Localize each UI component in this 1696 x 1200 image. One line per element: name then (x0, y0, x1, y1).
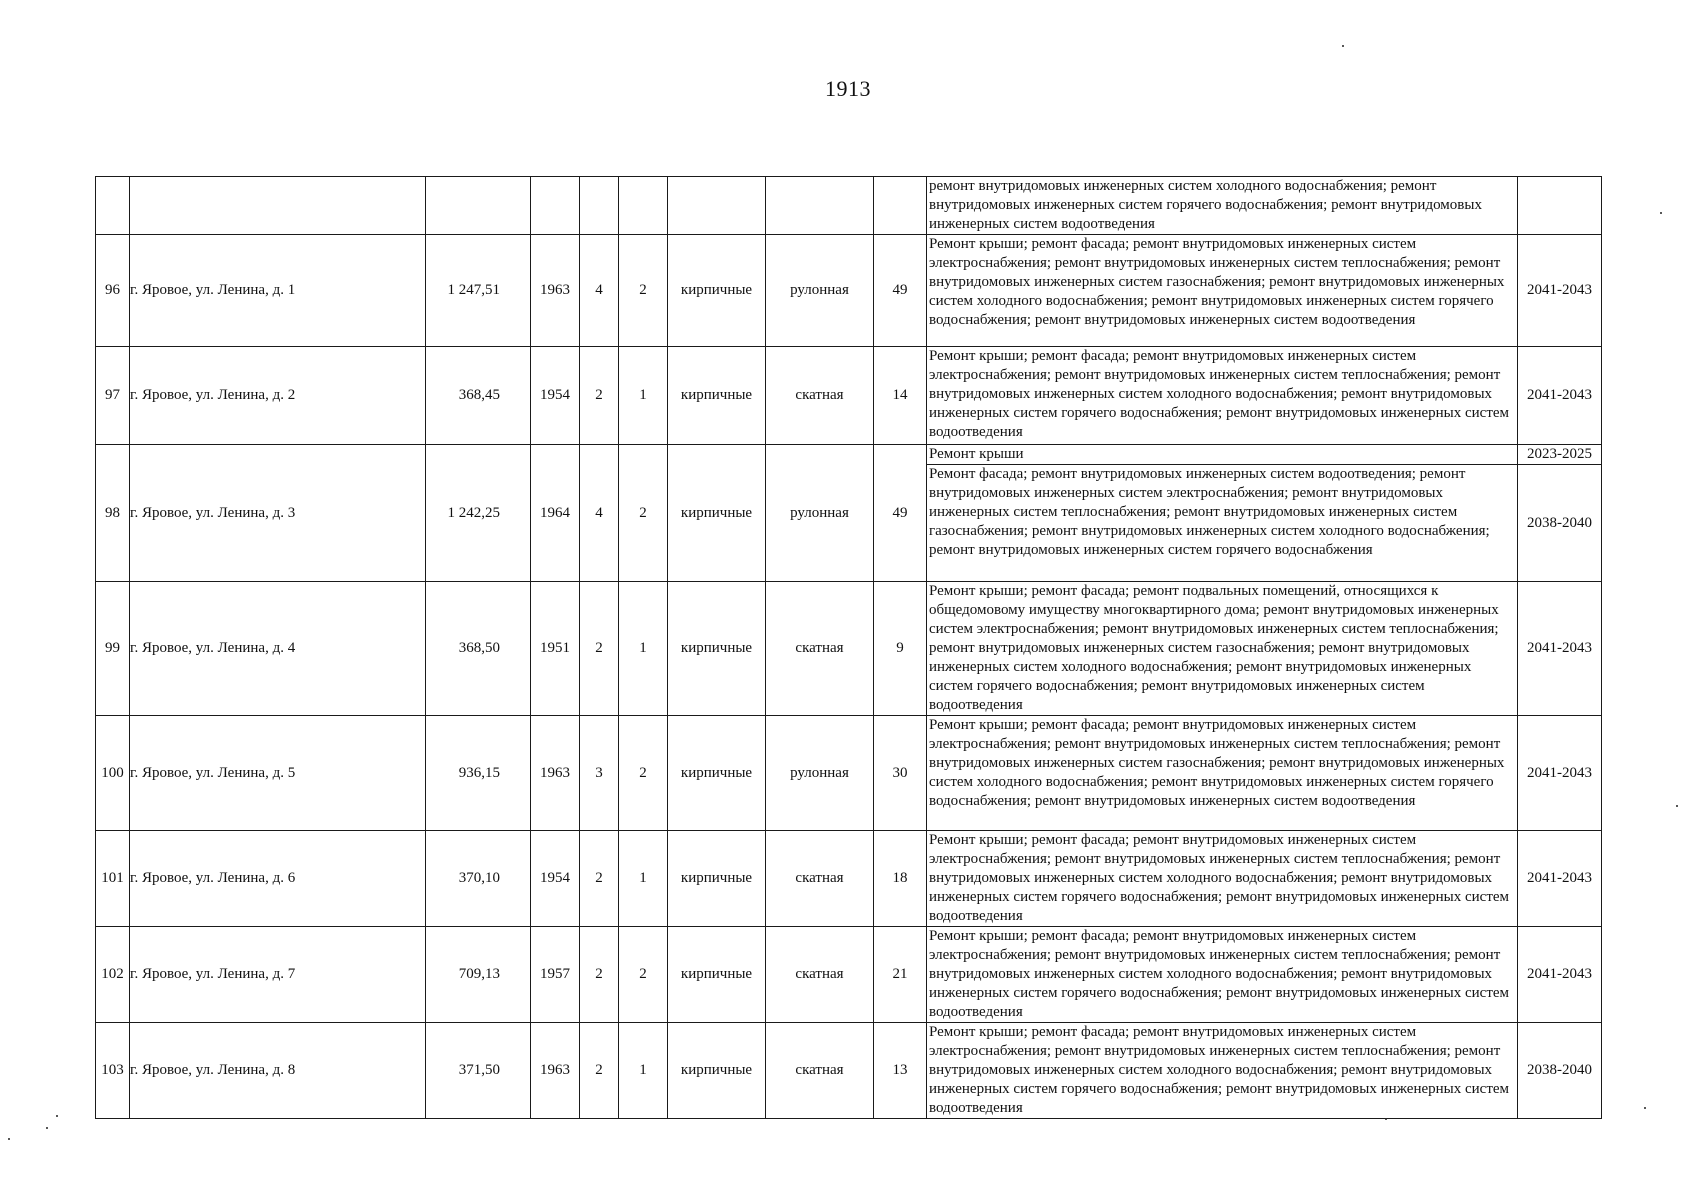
cell-count: 30 (874, 716, 927, 831)
cell-works: Ремонт крыши (927, 445, 1518, 465)
cell-entrances: 2 (619, 235, 668, 347)
cell-works: Ремонт крыши; ремонт фасада; ремонт подвальных помещений, относящихся к общедомовому имуществу многоквартирного дома; ремонт внутридомовых инженерных систем электроснабжения; ремонт внутридомовых инженерных систем теплоснабжения; ремонт внутридомовых инженерных систем газоснабжения; ремонт внутридомовых инженерных систем холодного водоснабжения; ремонт внутридомовых инженерных систем горячего водоснабжения; ремонт внутридомовых инженерных систем водоотведения (927, 582, 1518, 716)
cell-walls: кирпичные (668, 582, 766, 716)
cell-entrances: 1 (619, 1023, 668, 1119)
cell-entrances: 1 (619, 582, 668, 716)
cell-number: 98 (96, 445, 130, 582)
cell-empty (130, 177, 426, 235)
cell-area: 371,50 (426, 1023, 531, 1119)
cell-floors: 2 (580, 1023, 619, 1119)
cell-empty (668, 177, 766, 235)
cell-works: Ремонт крыши; ремонт фасада; ремонт внутридомовых инженерных систем электроснабжения; ремонт внутридомовых инженерных систем теплоснабжения; ремонт внутридомовых инженерных систем холодного водоснабжения; ремонт внутридомовых инженерных систем горячего водоснабжения; ремонт внутридомовых инженерных систем водоотведения (927, 1023, 1518, 1119)
cell-count: 9 (874, 582, 927, 716)
cell-entrances: 1 (619, 831, 668, 927)
scan-speck (46, 1127, 48, 1129)
scan-speck (1385, 1118, 1387, 1120)
cell-walls: кирпичные (668, 445, 766, 582)
cell-empty (531, 177, 580, 235)
cell-address: г. Яровое, ул. Ленина, д. 6 (130, 831, 426, 927)
table-row (96, 927, 1602, 1023)
table-row (96, 831, 1602, 927)
cell-works: Ремонт крыши; ремонт фасада; ремонт внутридомовых инженерных систем электроснабжения; ремонт внутридомовых инженерных систем теплоснабжения; ремонт внутридомовых инженерных систем холодного водоснабжения; ремонт внутридомовых инженерных систем горячего водоснабжения; ремонт внутридомовых инженерных систем водоотведения (927, 927, 1518, 1023)
cell-year: 1951 (531, 582, 580, 716)
cell-address: г. Яровое, ул. Ленина, д. 7 (130, 927, 426, 1023)
cell-floors: 4 (580, 445, 619, 582)
table-row (96, 445, 1602, 465)
cell-year: 1963 (531, 235, 580, 347)
cell-roof: рулонная (766, 716, 874, 831)
scan-speck (8, 1138, 10, 1140)
scan-speck (1342, 45, 1344, 47)
cell-floors: 3 (580, 716, 619, 831)
table-body (96, 177, 1602, 1119)
cell-period: 2041-2043 (1518, 716, 1602, 831)
cell-number: 99 (96, 582, 130, 716)
cell-count: 49 (874, 445, 927, 582)
cell-count: 13 (874, 1023, 927, 1119)
cell-area: 368,50 (426, 582, 531, 716)
cell-year: 1963 (531, 716, 580, 831)
cell-floors: 4 (580, 235, 619, 347)
cell-floors: 2 (580, 831, 619, 927)
cell-year: 1954 (531, 831, 580, 927)
cell-address: г. Яровое, ул. Ленина, д. 1 (130, 235, 426, 347)
cell-empty (1518, 177, 1602, 235)
scan-speck (1660, 212, 1662, 214)
cell-works: Ремонт крыши; ремонт фасада; ремонт внутридомовых инженерных систем электроснабжения; ремонт внутридомовых инженерных систем теплоснабжения; ремонт внутридомовых инженерных систем холодного водоснабжения; ремонт внутридомовых инженерных систем горячего водоснабжения; ремонт внутридомовых инженерных систем водоотведения (927, 347, 1518, 445)
cell-number: 97 (96, 347, 130, 445)
cell-year: 1963 (531, 1023, 580, 1119)
cell-address: г. Яровое, ул. Ленина, д. 5 (130, 716, 426, 831)
cell-period: 2041-2043 (1518, 582, 1602, 716)
cell-walls: кирпичные (668, 716, 766, 831)
cell-count: 18 (874, 831, 927, 927)
cell-period: 2041-2043 (1518, 235, 1602, 347)
table-row (96, 1023, 1602, 1119)
scan-speck (56, 1115, 58, 1117)
cell-number: 103 (96, 1023, 130, 1119)
table-row (96, 582, 1602, 716)
cell-address: г. Яровое, ул. Ленина, д. 4 (130, 582, 426, 716)
cell-roof: скатная (766, 1023, 874, 1119)
cell-walls: кирпичные (668, 927, 766, 1023)
cell-year: 1954 (531, 347, 580, 445)
cell-empty (766, 177, 874, 235)
continuation-row (96, 177, 1602, 235)
cell-empty (96, 177, 130, 235)
cell-entrances: 2 (619, 927, 668, 1023)
cell-address: г. Яровое, ул. Ленина, д. 2 (130, 347, 426, 445)
cell-number: 100 (96, 716, 130, 831)
cell-count: 49 (874, 235, 927, 347)
cell-works: ремонт внутридомовых инженерных систем холодного водоснабжения; ремонт внутридомовых инженерных систем горячего водоснабжения; ремонт внутридомовых инженерных систем водоотведения (927, 177, 1518, 235)
cell-number: 102 (96, 927, 130, 1023)
cell-floors: 2 (580, 582, 619, 716)
cell-walls: кирпичные (668, 235, 766, 347)
cell-area: 370,10 (426, 831, 531, 927)
cell-entrances: 2 (619, 716, 668, 831)
cell-walls: кирпичные (668, 831, 766, 927)
cell-period: 2038-2040 (1518, 1023, 1602, 1119)
cell-year: 1964 (531, 445, 580, 582)
cell-roof: рулонная (766, 445, 874, 582)
cell-period: 2041-2043 (1518, 347, 1602, 445)
cell-walls: кирпичные (668, 1023, 766, 1119)
scan-speck (1644, 1107, 1646, 1109)
cell-count: 14 (874, 347, 927, 445)
cell-works: Ремонт крыши; ремонт фасада; ремонт внутридомовых инженерных систем электроснабжения; ремонт внутридомовых инженерных систем теплоснабжения; ремонт внутридомовых инженерных систем холодного водоснабжения; ремонт внутридомовых инженерных систем горячего водоснабжения; ремонт внутридомовых инженерных систем водоотведения (927, 831, 1518, 927)
cell-period: 2038-2040 (1518, 465, 1602, 582)
scan-speck (1676, 805, 1678, 807)
cell-roof: скатная (766, 927, 874, 1023)
table-row (96, 716, 1602, 831)
cell-year: 1957 (531, 927, 580, 1023)
page-number: 1913 (825, 76, 871, 101)
cell-empty (580, 177, 619, 235)
cell-period: 2023-2025 (1518, 445, 1602, 465)
cell-roof: скатная (766, 831, 874, 927)
cell-number: 96 (96, 235, 130, 347)
housing-repair-table (95, 176, 1602, 1119)
cell-entrances: 1 (619, 347, 668, 445)
cell-roof: скатная (766, 582, 874, 716)
cell-area: 1 247,51 (426, 235, 531, 347)
cell-area: 368,45 (426, 347, 531, 445)
cell-roof: скатная (766, 347, 874, 445)
cell-works: Ремонт фасада; ремонт внутридомовых инженерных систем водоотведения; ремонт внутридомовых инженерных систем электроснабжения; ремонт внутридомовых инженерных систем теплоснабжения; ремонт внутридомовых инженерных систем газоснабжения; ремонт внутридомовых инженерных систем холодного водоснабжения; ремонт внутридомовых инженерных систем горячего водоснабжения (927, 465, 1518, 582)
cell-period: 2041-2043 (1518, 927, 1602, 1023)
cell-area: 1 242,25 (426, 445, 531, 582)
table-row (96, 235, 1602, 347)
cell-empty (619, 177, 668, 235)
cell-area: 709,13 (426, 927, 531, 1023)
cell-empty (874, 177, 927, 235)
cell-period: 2041-2043 (1518, 831, 1602, 927)
cell-area: 936,15 (426, 716, 531, 831)
cell-walls: кирпичные (668, 347, 766, 445)
cell-number: 101 (96, 831, 130, 927)
cell-floors: 2 (580, 347, 619, 445)
cell-works: Ремонт крыши; ремонт фасада; ремонт внутридомовых инженерных систем электроснабжения; ремонт внутридомовых инженерных систем теплоснабжения; ремонт внутридомовых инженерных систем газоснабжения; ремонт внутридомовых инженерных систем холодного водоснабжения; ремонт внутридомовых инженерных систем горячего водоснабжения; ремонт внутридомовых инженерных систем водоотведения (927, 716, 1518, 831)
cell-empty (426, 177, 531, 235)
cell-roof: рулонная (766, 235, 874, 347)
cell-works: Ремонт крыши; ремонт фасада; ремонт внутридомовых инженерных систем электроснабжения; ремонт внутридомовых инженерных систем теплоснабжения; ремонт внутридомовых инженерных систем газоснабжения; ремонт внутридомовых инженерных систем холодного водоснабжения; ремонт внутридомовых инженерных систем горячего водоснабжения; ремонт внутридомовых инженерных систем водоотведения (927, 235, 1518, 347)
table-row (96, 347, 1602, 445)
cell-entrances: 2 (619, 445, 668, 582)
cell-floors: 2 (580, 927, 619, 1023)
cell-address: г. Яровое, ул. Ленина, д. 3 (130, 445, 426, 582)
cell-address: г. Яровое, ул. Ленина, д. 8 (130, 1023, 426, 1119)
cell-count: 21 (874, 927, 927, 1023)
